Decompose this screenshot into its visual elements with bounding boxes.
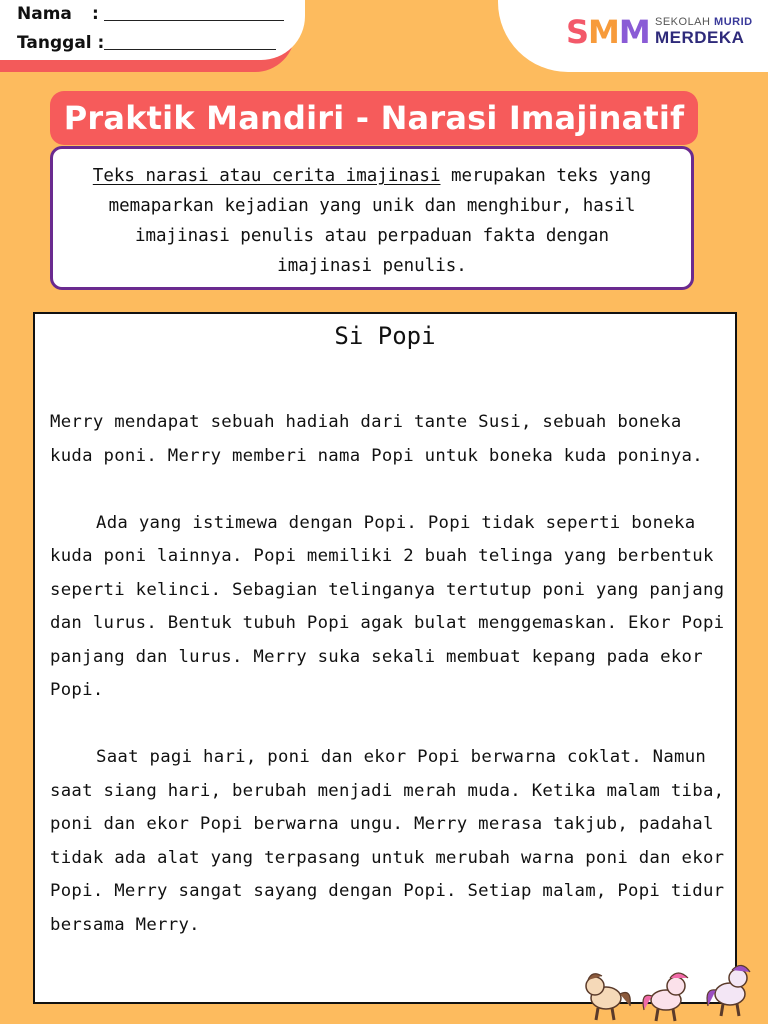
- definition-box: [50, 146, 694, 290]
- logo-line1-prefix: SEKOLAH: [655, 16, 715, 28]
- title-banner: [50, 91, 698, 145]
- logo-line1-bold: MURID: [714, 16, 753, 28]
- story-paragraph-2: Ada yang istimewa dengan Popi. Popi tidak seperti boneka kuda poni lainnya. Popi memiliki 2 buah telinga yang berbentuk seperti kelinci. Sebagian telinganya tertutup poni yang panjang dan lurus. Bentuk tubuh Popi agak bulat menggemaskan. Ekor Popi panjang dan lurus. Merry suka sekali membuat kepang pada ekor Popi.: [50, 512, 725, 700]
- logo-letter-m2: M: [618, 13, 650, 51]
- definition-text: merupakan teks yang memaparkan kejadian yang unik dan menghibur, hasil imajinasi penulis atau perpaduan fakta dengan imajinasi penulis.: [108, 166, 652, 276]
- story-body: [50, 406, 730, 976]
- purple-pony-icon: [707, 965, 750, 1016]
- brown-pony-icon: [586, 974, 630, 1020]
- nama-label: Nama: [17, 4, 72, 24]
- pony-illustrations: [578, 958, 768, 1024]
- logo-line2: MERDEKA: [655, 28, 745, 47]
- nama-field[interactable]: [104, 20, 284, 21]
- logo-wordmark: [655, 15, 753, 45]
- nama-colon: :: [92, 4, 99, 24]
- story-paragraph-3: Saat pagi hari, poni dan ekor Popi berwarna coklat. Namun saat siang hari, berubah menjadi merah muda. Ketika malam tiba, poni dan ekor Popi berwarna ungu. Merry merasa takjub, padahal tidak ada alat yang terpasang untuk merubah warna poni dan ekor Popi. Merry sangat sayang dengan Popi. Setiap malam, Popi tidur bersama Merry.: [50, 747, 725, 935]
- definition-term: Teks narasi atau cerita imajinasi: [92, 166, 441, 186]
- tanggal-field[interactable]: [104, 49, 276, 50]
- page-title: Praktik Mandiri - Narasi Imajinatif: [63, 99, 685, 137]
- tanggal-label: Tanggal :: [17, 33, 105, 53]
- logo-letter-m1: M: [588, 13, 619, 51]
- smm-logo: [566, 14, 650, 50]
- logo-letter-s: S: [566, 13, 589, 51]
- story-paper: [33, 312, 737, 1004]
- pink-pony-icon: [643, 973, 688, 1021]
- story-title: Si Popi: [334, 322, 436, 350]
- story-paragraph-1: Merry mendapat sebuah hadiah dari tante Susi, sebuah boneka kuda poni. Merry memberi nama Popi untuk boneka kuda poninya.: [50, 412, 703, 466]
